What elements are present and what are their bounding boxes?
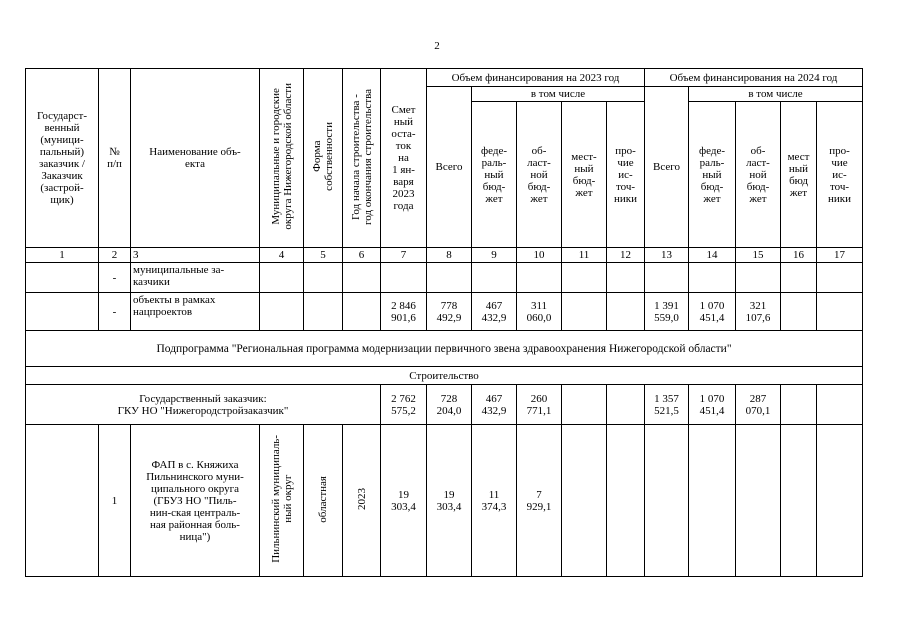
subprogram-title: Подпрограмма "Региональная программа модернизации первичного звена здравоохранения Нижегородской области" xyxy=(26,331,863,367)
row-fap-num: 1 xyxy=(99,425,131,577)
cell-empty xyxy=(343,263,381,293)
row-state-federal-2024: 1 070 451,4 xyxy=(689,385,736,425)
column-number: 13 xyxy=(645,248,689,263)
cell-empty xyxy=(607,263,645,293)
column-number: 12 xyxy=(607,248,645,263)
row-municipal-num: - xyxy=(99,263,131,293)
header-fin-2023: Объем финансирования на 2023 год xyxy=(427,69,645,87)
header-fin-2024: Объем финансирования на 2024 год xyxy=(645,69,863,87)
header-years: Год начала строительства - год окончания строительства xyxy=(349,88,374,225)
cell-empty xyxy=(427,263,472,293)
header-federal-2023: феде- раль- ный бюд- жет xyxy=(472,102,517,248)
header-municipality: Муниципальные и городские округа Нижегородской области xyxy=(269,83,294,230)
row-fap-total-2023: 19 303,4 xyxy=(427,425,472,577)
column-number: 7 xyxy=(381,248,427,263)
row-fap-federal-2023: 11 374,3 xyxy=(472,425,517,577)
cell-empty xyxy=(381,263,427,293)
row-fap-years-cell xyxy=(343,425,381,577)
row-fap-remaining: 19 303,4 xyxy=(381,425,427,577)
row-state-regional-2024: 287 070,1 xyxy=(736,385,781,425)
header-other-2024: про- чие ис- точ- ники xyxy=(817,102,863,248)
cell-empty xyxy=(781,263,817,293)
cell-empty xyxy=(817,293,863,331)
row-national-regional-2023: 311 060,0 xyxy=(517,293,562,331)
cell-empty xyxy=(781,293,817,331)
row-fap-ownership-cell xyxy=(304,425,343,577)
cell-empty xyxy=(689,425,736,577)
row-fap-municipality: Пильнинский муниципаль- ный округ xyxy=(269,435,294,563)
column-number: 10 xyxy=(517,248,562,263)
cell-empty xyxy=(736,263,781,293)
row-state-customer-name: Государственный заказчик: ГКУ НО "Нижегородстройзаказчик" xyxy=(26,385,381,425)
cell-empty xyxy=(607,385,645,425)
row-fap xyxy=(26,425,863,577)
row-fap-regional-2023: 7 929,1 xyxy=(517,425,562,577)
header-name: Наименование объ- екта xyxy=(131,69,260,248)
row-construction xyxy=(26,367,863,385)
cell-empty xyxy=(817,425,863,577)
row-state-federal-2023: 467 432,9 xyxy=(472,385,517,425)
cell-empty xyxy=(562,263,607,293)
header-ownership: Форма собственности xyxy=(311,122,335,191)
header-ownership-cell xyxy=(304,69,343,248)
header-incl-2023: в том числе xyxy=(472,87,645,102)
row-national-total-2024: 1 391 559,0 xyxy=(645,293,689,331)
cell-empty xyxy=(562,293,607,331)
column-number: 17 xyxy=(817,248,863,263)
header-regional-2024: об- ласт- ной бюд- жет xyxy=(736,102,781,248)
header-years-cell xyxy=(343,69,381,248)
row-national-num: - xyxy=(99,293,131,331)
cell-empty xyxy=(260,293,304,331)
column-number: 16 xyxy=(781,248,817,263)
row-fap-name: ФАП в с. Княжиха Пильнинского муни- ципального округа (ГБУЗ НО "Пиль- нин-ская централь- ная районная боль- ница") xyxy=(131,425,260,577)
column-number: 9 xyxy=(472,248,517,263)
header-local-2024: мест ный бюд жет xyxy=(781,102,817,248)
header-customer: Государст- венный (муници- пальный) заказчик / Заказчик (застрой- щик) xyxy=(26,69,99,248)
row-municipal-name: муниципальные за- казчики xyxy=(131,263,260,293)
cell-empty xyxy=(781,425,817,577)
column-number: 6 xyxy=(343,248,381,263)
cell-empty xyxy=(562,425,607,577)
header-total-2024: Всего xyxy=(645,87,689,248)
column-number: 14 xyxy=(689,248,736,263)
cell-empty xyxy=(304,263,343,293)
financing-table-wrapper xyxy=(25,68,863,577)
financing-table xyxy=(25,68,863,577)
cell-empty xyxy=(817,263,863,293)
row-national-federal-2023: 467 432,9 xyxy=(472,293,517,331)
header-municipality-cell xyxy=(260,69,304,248)
cell-empty xyxy=(645,425,689,577)
header-federal-2024: феде- раль- ный бюд- жет xyxy=(689,102,736,248)
header-num: № п/п xyxy=(99,69,131,248)
row-state-customer xyxy=(26,385,863,425)
row-national-projects xyxy=(26,293,863,331)
row-national-federal-2024: 1 070 451,4 xyxy=(689,293,736,331)
cell-empty xyxy=(517,263,562,293)
row-national-remaining: 2 846 901,6 xyxy=(381,293,427,331)
row-state-total-2023: 728 204,0 xyxy=(427,385,472,425)
cell-empty xyxy=(26,263,99,293)
header-incl-2024: в том числе xyxy=(689,87,863,102)
header-local-2023: мест- ный бюд- жет xyxy=(562,102,607,248)
row-state-remaining: 2 762 575,2 xyxy=(381,385,427,425)
cell-empty xyxy=(736,425,781,577)
cell-empty xyxy=(817,385,863,425)
cell-empty xyxy=(260,263,304,293)
header-other-2023: про- чие ис- точ- ники xyxy=(607,102,645,248)
row-municipal-customers xyxy=(26,263,863,293)
cell-empty xyxy=(472,263,517,293)
column-number: 8 xyxy=(427,248,472,263)
page-number: 2 xyxy=(434,40,440,52)
column-number: 3 xyxy=(131,248,260,263)
cell-empty xyxy=(562,385,607,425)
column-number: 2 xyxy=(99,248,131,263)
row-subprogram xyxy=(26,331,863,367)
cell-empty xyxy=(304,293,343,331)
construction-title: Строительство xyxy=(26,367,863,385)
column-number: 11 xyxy=(562,248,607,263)
row-fap-ownership: областная xyxy=(317,475,329,523)
cell-empty xyxy=(645,263,689,293)
cell-empty xyxy=(343,293,381,331)
column-number: 1 xyxy=(26,248,99,263)
header-total-2023: Всего xyxy=(427,87,472,248)
row-state-regional-2023: 260 771,1 xyxy=(517,385,562,425)
cell-empty xyxy=(689,263,736,293)
row-national-regional-2024: 321 107,6 xyxy=(736,293,781,331)
cell-empty xyxy=(781,385,817,425)
cell-empty xyxy=(26,293,99,331)
cell-empty xyxy=(607,293,645,331)
row-national-total-2023: 778 492,9 xyxy=(427,293,472,331)
cell-empty xyxy=(607,425,645,577)
row-fap-municipality-cell xyxy=(260,425,304,577)
row-state-total-2024: 1 357 521,5 xyxy=(645,385,689,425)
row-fap-years: 2023 xyxy=(355,488,368,510)
column-number-row xyxy=(26,248,863,263)
header-regional-2023: об- ласт- ной бюд- жет xyxy=(517,102,562,248)
row-national-name: объекты в рамках нацпроектов xyxy=(131,293,260,331)
header-row-1 xyxy=(26,69,863,87)
column-number: 5 xyxy=(304,248,343,263)
column-number: 15 xyxy=(736,248,781,263)
cell-empty xyxy=(26,425,99,577)
header-remaining: Смет ный оста- ток на 1 ян- варя 2023 года xyxy=(381,69,427,248)
column-number: 4 xyxy=(260,248,304,263)
